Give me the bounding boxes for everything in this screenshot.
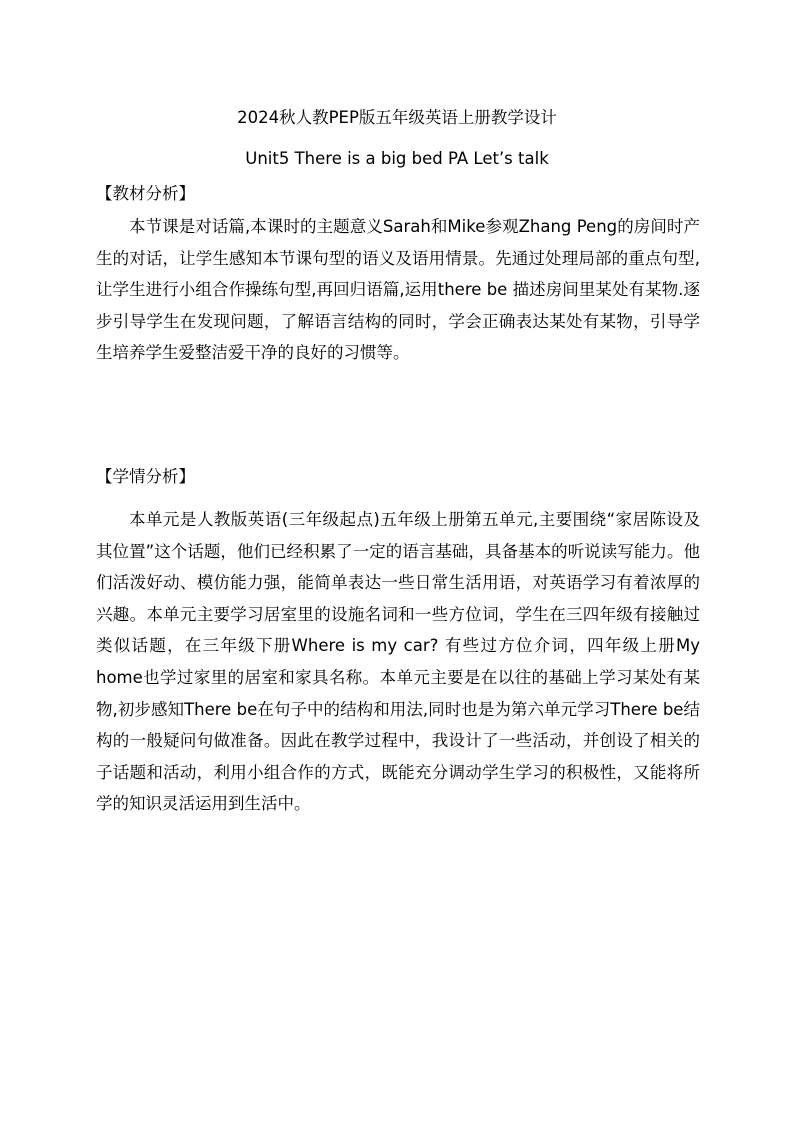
section-heading-student-analysis: 【学情分析】 — [96, 467, 195, 486]
section-heading-textbook-analysis: 【教材分析】 — [96, 184, 195, 203]
document-subtitle: Unit5 There is a big bed PA Let’s talk — [245, 149, 549, 168]
section-body-student-analysis: 本单元是人教版英语(三年级起点)五年级上册第五单元,主要围绕“家居陈设及其位置”这个话题，他们已经积累了一定的语言基础，具备基本的听说读写能力。他们活泼好动、模仿能力强，能简单表达一些日常生活用语，对英语学习有着浓厚的兴趣。本单元主要学习居室里的设施名词和一些方位词，学生在三四年级有接触过类似话题，在三年级下册Where is my car? 有些过方位介词，四年级上册My home也学过家里的居室和家具名称。本单元主要是在以往的基础上学习某处有某物,初步感知There be在句子中的结构和用法,同时也是为第六单元学习There be结构的一般疑问句做准备。因此在教学过程中，我设计了一些活动，并创设了相关的子话题和活动，利用小组合作的方式，既能充分调动学生学习的积极性，又能将所学的知识灵活运用到生活中。 — [96, 510, 700, 814]
document-title: 2024秋人教PEP版五年级英语上册教学设计 — [237, 108, 557, 127]
section-body-textbook-analysis: 本节课是对话篇,本课时的主题意义Sarah和Mike参观Zhang Peng的房间时产生的对话，让学生感知本节课句型的语义及语用情景。先通过处理局部的重点句型,让学生进行小组合作操练句型,再回归语篇,运用there be 描述房间里某处有某物.逐步引导学生在发现问题，了解语言结构的同时，学会正确表达某处有某物，引导学生培养学生爱整洁爱干净的良好的习惯等。 — [96, 217, 700, 363]
